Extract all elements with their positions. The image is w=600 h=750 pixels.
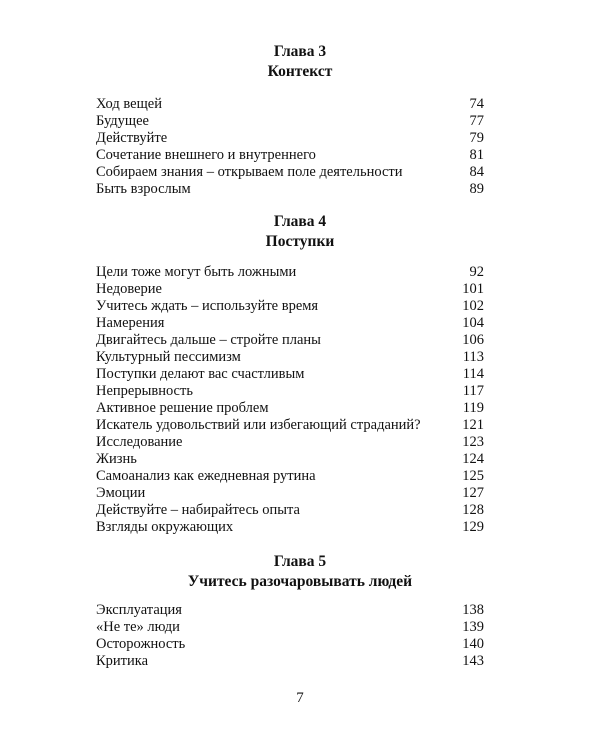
toc-entry xyxy=(96,164,484,181)
toc-entry-title: Поступки делают вас счастливым xyxy=(96,366,305,382)
toc-entry xyxy=(96,349,484,366)
toc-entry xyxy=(96,332,484,349)
toc-entry-title: Самоанализ как ежедневная рутина xyxy=(96,468,316,484)
toc-entry xyxy=(96,113,484,130)
toc-entry-page: 117 xyxy=(462,383,484,399)
toc-entry xyxy=(96,298,484,315)
toc-entry-page: 92 xyxy=(469,264,484,280)
toc-entry-page: 104 xyxy=(462,315,484,331)
toc-entry xyxy=(96,602,484,619)
toc-entry-page: 81 xyxy=(469,147,484,163)
toc-entry xyxy=(96,96,484,113)
toc-entry-title: Цели тоже могут быть ложными xyxy=(96,264,297,280)
page-number: 7 xyxy=(296,690,304,706)
toc-entry-title: Намерения xyxy=(96,315,165,331)
toc-entry-title: Исследование xyxy=(96,434,183,450)
chapter-title: Контекст xyxy=(267,63,333,80)
toc-entry-title: Эмоции xyxy=(96,485,146,501)
chapter-number: Глава 3 xyxy=(273,43,327,60)
toc-entry-page: 124 xyxy=(462,451,484,467)
toc-entry xyxy=(96,485,484,502)
toc-entry-title: Критика xyxy=(96,653,149,669)
toc-entry-page: 129 xyxy=(462,519,484,535)
chapter-4-toc xyxy=(96,264,484,536)
toc-entry-title: Действуйте – набирайтесь опыта xyxy=(96,502,300,518)
toc-entry xyxy=(96,147,484,164)
toc-entry xyxy=(96,315,484,332)
toc-entry-page: 123 xyxy=(462,434,484,450)
toc-entry-title: Культурный пессимизм xyxy=(96,349,241,365)
chapter-number: Глава 5 xyxy=(273,553,327,570)
chapter-5-toc xyxy=(96,602,484,670)
toc-entry-page: 102 xyxy=(462,298,484,314)
chapter-number: Глава 4 xyxy=(273,213,327,230)
toc-entry-title: Искатель удовольствий или избегающий страданий? xyxy=(96,417,421,433)
toc-entry xyxy=(96,281,484,298)
toc-entry xyxy=(96,502,484,519)
toc-entry-page: 77 xyxy=(469,113,484,129)
toc-entry-title: Осторожность xyxy=(96,636,186,652)
toc-entry-title: Недоверие xyxy=(96,281,162,297)
toc-entry xyxy=(96,264,484,281)
toc-entry-page: 121 xyxy=(462,417,484,433)
toc-entry-title: Активное решение проблем xyxy=(96,400,269,416)
toc-entry xyxy=(96,653,484,670)
toc-entry-page: 74 xyxy=(469,96,484,112)
toc-entry-page: 128 xyxy=(462,502,484,518)
toc-entry-page: 89 xyxy=(469,181,484,197)
toc-entry-title: Взгляды окружающих xyxy=(96,519,234,535)
toc-entry-title: «Не те» люди xyxy=(96,619,180,635)
toc-entry-title: Учитесь ждать – используйте время xyxy=(96,298,319,314)
toc-entry-title: Непрерывность xyxy=(96,383,193,399)
toc-entry xyxy=(96,366,484,383)
toc-entry xyxy=(96,417,484,434)
toc-entry-page: 143 xyxy=(462,653,484,669)
toc-entry-title: Будущее xyxy=(96,113,149,129)
toc-entry-page: 119 xyxy=(462,400,484,416)
toc-entry-page: 113 xyxy=(462,349,484,365)
toc-entry-page: 140 xyxy=(462,636,484,652)
toc-entry-title: Быть взрослым xyxy=(96,181,191,197)
toc-entry-title: Ход вещей xyxy=(96,96,162,112)
toc-entry xyxy=(96,181,484,198)
toc-entry-page: 106 xyxy=(462,332,484,348)
toc-entry-page: 114 xyxy=(462,366,484,382)
toc-entry xyxy=(96,434,484,451)
toc-entry-title: Действуйте xyxy=(96,130,168,146)
chapter-title: Поступки xyxy=(265,233,335,250)
toc-entry xyxy=(96,468,484,485)
toc-entry-page: 101 xyxy=(462,281,484,297)
toc-entry xyxy=(96,519,484,536)
toc-entry-title: Жизнь xyxy=(96,451,137,467)
toc-entry xyxy=(96,619,484,636)
toc-entry-page: 125 xyxy=(462,468,484,484)
toc-entry-page: 127 xyxy=(462,485,484,501)
chapter-title: Учитесь разочаровывать людей xyxy=(187,573,413,590)
toc-entry xyxy=(96,400,484,417)
toc-entry-page: 139 xyxy=(462,619,484,635)
chapter-5-heading xyxy=(0,552,600,592)
toc-entry xyxy=(96,451,484,468)
toc-entry-page: 79 xyxy=(469,130,484,146)
toc-entry xyxy=(96,636,484,653)
toc-entry xyxy=(96,130,484,147)
toc-entry-page: 84 xyxy=(469,164,484,180)
chapter-3-heading xyxy=(0,42,600,82)
toc-entry-title: Эксплуатация xyxy=(96,602,182,618)
chapter-4-heading xyxy=(0,212,600,252)
chapter-3-toc xyxy=(96,96,484,198)
toc-entry xyxy=(96,383,484,400)
toc-entry-title: Двигайтесь дальше – стройте планы xyxy=(96,332,321,348)
toc-entry-page: 138 xyxy=(462,602,484,618)
toc-entry-title: Сочетание внешнего и внутреннего xyxy=(96,147,316,163)
toc-entry-title: Собираем знания – открываем поле деятельности xyxy=(96,164,403,180)
